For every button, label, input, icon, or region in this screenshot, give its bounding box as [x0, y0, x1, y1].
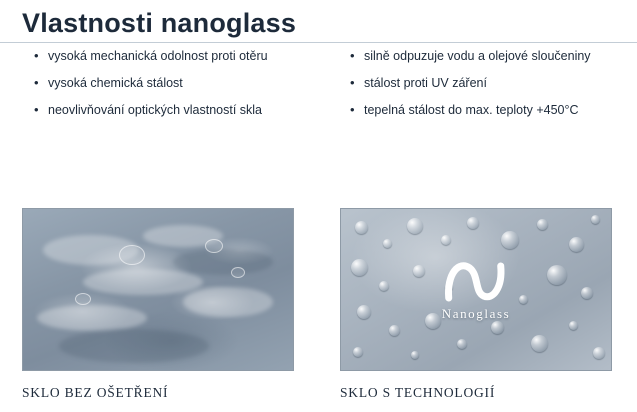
- right-bullet-list: [350, 48, 637, 119]
- nanoglass-logo-text: Nanoglass: [441, 305, 511, 321]
- untreated-glass-photo: [22, 208, 294, 371]
- treated-glass-photo: [340, 208, 612, 371]
- figure-caption: SKLO S TECHNOLOGIÍ: [340, 385, 496, 400]
- list-item: • silně odpuzuje vodu a olejové sloučeniny: [350, 48, 637, 65]
- left-column: [0, 48, 330, 129]
- list-item: • neovlivňování optických vlastností skla: [34, 102, 330, 119]
- list-item: • vysoká mechanická odolnost proti otěru: [34, 48, 330, 65]
- nanoglass-watermark: [442, 258, 511, 322]
- nanoglass-logo-icon: [443, 258, 509, 302]
- list-item: • tepelná stálost do max. teploty +450°C: [350, 102, 637, 119]
- list-item: • vysoká chemická stálost: [34, 75, 330, 92]
- figure-caption: SKLO BEZ OŠETŘENÍ: [22, 385, 169, 400]
- title-divider: [0, 42, 637, 43]
- left-bullet-list: [34, 48, 330, 119]
- right-column: [330, 48, 637, 129]
- page-title: Vlastnosti nanoglass: [22, 8, 297, 38]
- figure-untreated: [22, 208, 294, 401]
- list-item: • stálost proti UV záření: [350, 75, 637, 92]
- bullet-columns: [0, 48, 637, 129]
- figure-treated: [340, 208, 612, 401]
